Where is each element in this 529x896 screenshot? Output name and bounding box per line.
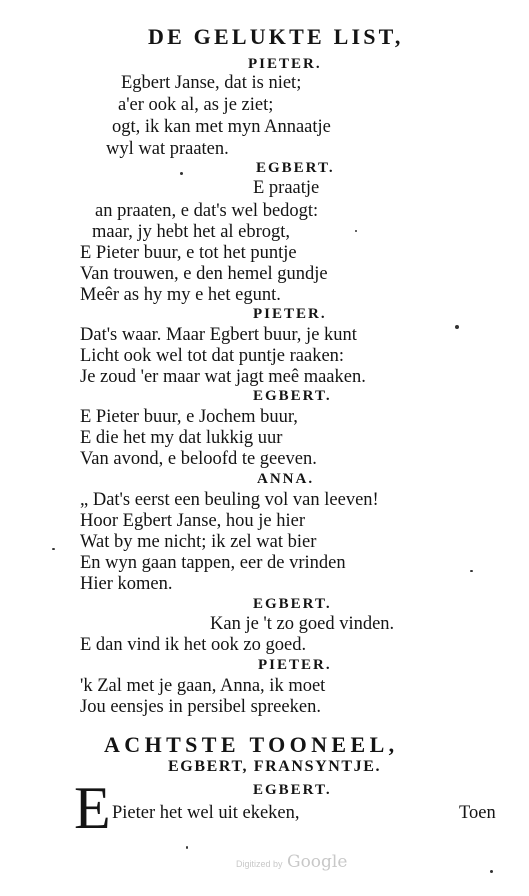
verse-line: Licht ook wel tot dat puntje raaken: [80, 346, 345, 366]
speaker-name: EGBERT. [256, 160, 335, 176]
drop-cap: E [74, 775, 111, 841]
verse-line: Dat's waar. Maar Egbert buur, je kunt [80, 325, 357, 345]
digitized-watermark [236, 852, 347, 872]
print-speck [52, 548, 55, 550]
verse-line: E Pieter buur, e Jochem buur, [80, 407, 298, 427]
print-speck [186, 846, 188, 849]
print-speck [455, 325, 459, 329]
speaker-name: PIETER. [253, 306, 327, 322]
speaker-name: EGBERT. [253, 596, 332, 612]
verse-line: En wyn gaan tappen, eer de vrinden [80, 553, 346, 573]
verse-line: an praaten, e dat's wel bedogt: [95, 201, 319, 221]
print-speck [470, 570, 473, 572]
verse-line: E praatje [253, 178, 320, 198]
verse-line: E die het my dat lukkig uur [80, 428, 283, 448]
watermark-prefix: Digitized by [236, 859, 283, 869]
print-speck [180, 172, 183, 175]
print-speck [355, 230, 357, 232]
verse-line: E Pieter buur, e tot het puntje [80, 243, 297, 263]
speaker-name: EGBERT. [253, 388, 332, 404]
verse-line: „ Dat's eerst een beuling vol van leeven! [80, 490, 379, 510]
verse-line: E dan vind ik het ook zo goed. [80, 635, 307, 655]
verse-line: Hoor Egbert Janse, hou je hier [80, 511, 306, 531]
running-title: DE GELUKTE LIST, [148, 24, 404, 49]
verse-line: Kan je 't zo goed vinden. [210, 614, 395, 634]
verse-line: Egbert Janse, dat is niet; [121, 73, 302, 93]
verse-line: a'er ook al, as je ziet; [118, 95, 274, 115]
verse-line: 'k Zal met je gaan, Anna, ik moet [80, 676, 326, 696]
verse-line: Jou eensjes in persibel spreeken. [80, 697, 321, 717]
google-logo: Google [286, 852, 348, 872]
verse-line: Hier komen. [80, 574, 173, 594]
speaker-name: PIETER. [248, 56, 322, 72]
speaker-name: PIETER. [258, 657, 332, 673]
print-speck [490, 870, 493, 873]
verse-line: Pieter het wel uit ekeken, [112, 803, 300, 823]
verse-line: wyl wat praaten. [106, 139, 229, 159]
scene-heading: ACHTSTE TOONEEL, [104, 732, 399, 757]
scene-characters: EGBERT, FRANSYNTJE. [168, 758, 382, 775]
verse-line: Van avond, e beloofd te geeven. [80, 449, 317, 469]
verse-line: Wat by me nicht; ik zel wat bier [80, 532, 317, 552]
verse-line: Je zoud 'er maar wat jagt meê maaken. [80, 367, 366, 387]
verse-line: ogt, ik kan met myn Annaatje [112, 117, 331, 137]
verse-line: maar, jy hebt het al ebrogt, [92, 222, 291, 242]
speaker-name: ANNA. [257, 471, 315, 487]
speaker-name: EGBERT. [253, 782, 332, 798]
catchword: Toen [459, 803, 496, 823]
verse-line: Van trouwen, e den hemel gundje [80, 264, 328, 284]
verse-line: Meêr as hy my e het egunt. [80, 285, 281, 305]
